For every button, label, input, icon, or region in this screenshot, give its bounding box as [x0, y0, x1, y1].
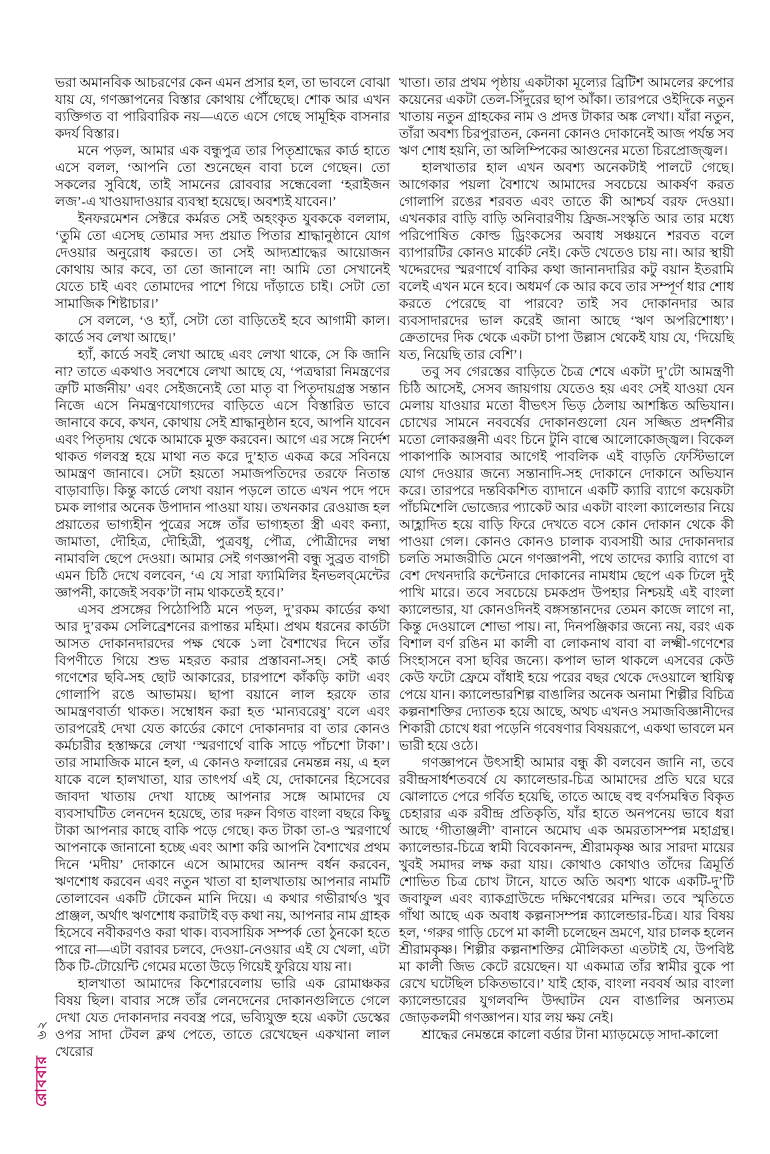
paragraph: এসব প্রসঙ্গের পিঠোপিঠি মনে পড়ল, দু’রকম কার্ডের কথা আর দু’রকম সেলিব্রেশনের রূপান্তর মহিমা। প্রথম ধরনের কার্ডটা আসত দোকানদারদের পক্ষ থেকে ১লা বৈশাখের দিনে তাঁর বিপণীতে গিয়ে শুভ মহরত করার প্রস্তাবনা-সহ। সেই কার্ড গণেশের ছবি-সহ ছোট আকারের, চারপাশে কাঁকড়ি কাটা এবং গোলাপি রঙে আভাময়। ছাপা বয়ানে লাল হরফে তার আমন্ত্রণবার্তা থাকত। সম্বোধন করা হত ‘মান্যবরেষু’ বলে এবং তারপরেই দেখা যেত কার্ডের কোণে দোকানদার বা তার কোনও কর্মচারীর হস্তাক্ষরে লেখা ‘স্মরণার্থে বাকি সাড়ে পাঁচশো টাকা’। তার সামাজিক মানে হল, এ কোনও ফলারের নেমন্তন্ন নয়, এ হল যাকে বলে হালখাতা, যার তাৎপর্য এই যে, দোকানের হিসেবের জাবদা খাতায় দেখা যাচ্ছে আপনার সঙ্গে আমাদের যে ব্যবসাঘটিত লেনদেন হয়েছে, তার দরুন বিগত বাংলা বছরে কিছু টাকা আপনার কাছে বাকি পড়ে গেছে। কত টাকা তা-ও স্মরণার্থে আপনাকে জানানো হচ্ছে এবং আশা করি আপনি বৈশাখের প্রথম দিনে ‘মদীয়’ দোকানে এসে আমাদের আনন্দ বর্ধন করবেন, ঋণশোধ করবেন এবং নতুন খাতা বা হালখাতায় আপনার নামটি তোলাবেন একটি টোকেন মানি দিয়ে। এ কথার গভীরার্থও খুব প্রাঞ্জল, অর্থাৎ ঋণশোধ করাটাই বড় কথা নয়, আপনার নাম গ্রাহক হিসেবে নবীকরণও করা থাক। ব্যবসায়িক সম্পর্ক তো ঠুনকো হতে পারে না—এটা বরাবর চলবে, দেওয়া-নেওয়ার এই যে খেলা, এটা ঠিক টি-টোয়েন্টি গেমের মতো উড়ে গিয়েই ফুরিয়ে যায় না। — [55, 602, 390, 974]
paragraph: ইনফরমেশন সেক্টরে কর্মরত সেই অহংকৃত যুবককে বললাম, ‘তুমি তো এসেছ তোমার সদ্য প্রয়াত পিতার শ্রাদ্ধানুষ্ঠানে যোগ দেওয়ার অনুরোধ করতে। তা সেই আদ্যশ্রাদ্ধের আয়োজন কোথায় আর কবে, তা তো জানালে না! আমি তো সেখানেই যেতে চাই এবং তোমাদের পাশে গিয়ে দাঁড়াতে চাই। সেটা তো সামাজিক শিষ্টাচার।’ — [55, 211, 390, 311]
text-column-left — [55, 74, 390, 1060]
paragraph: ভরা অমানবিক আচরণের কেন এমন প্রসার হল, তা ভাবলে বোঝা যায় যে, গণজ্ঞাপনের বিস্তার কোথায় পৌঁছেছে। শোক আর এখন ব্যক্তিগত বা পারিবারিক নয়—এতে এসে গেছে সামূহিক বাসনার কদর্য বিস্তার। — [55, 75, 390, 141]
paragraph: হালখাতা আমাদের কিশোরবেলায় ভারি এক রোমাঞ্চকর বিষয় ছিল। বাবার সঙ্গে তাঁর লেনদেনের দোকানগুলিতে গেলে দেখা যেত দোকানদার নববস্ত্র পরে, ভব্যিযুক্ত হয়ে একটা ডেস্কের ওপর সাদা টেবল ক্লথ পেতে, তাতে রেখেছেন একখানা লাল খেরোর — [55, 976, 390, 1059]
paragraph: খাতা। তার প্রথম পৃষ্ঠায় একটাকা মূল্যের ব্রিটিশ আমলের রুপোর কয়েনের একটা তেল-সিঁদুরের ছাপ আঁকা। তারপরে ওইদিকে নতুন খাতায় নতুন গ্রাহকের নাম ও প্রদত্ত টাকার অঙ্ক লেখা। যাঁরা নতুন, তাঁরা অবশ্য চিরপুরাতন, কেননা কোনও দোকানেই আজ পর্যন্ত সব ঋণ শোধ হয়নি, তা অলিম্পিকের আগুনের মতো চিরপ্রোজ্জ্বল। — [399, 75, 734, 158]
page-margin-sidebar — [30, 1020, 55, 1107]
paragraph: শ্রাদ্ধের নেমন্তন্নে কালো বর্ডার টানা ম্যাড়মেড়ে সাদা-কালো — [421, 1027, 719, 1042]
paragraph: হালখাতার হাল এখন অবশ্য অনেকটাই পালটে গেছে। আগেকার পয়লা বৈশাখে আমাদের সবচেয়ে আকর্ষণ করত গোলাপি রঙের শরবত এবং তাতে কী আশ্চর্য বরফ দেওয়া। এখনকার বাড়ি বাড়ি অনিবারণীয় ফ্রিজ-সংস্কৃতি আর তার মধ্যে পরিপোষিত কোল্ড ড্রিংকসের অবাধ সঞ্চয়নে শরবত বলে ব্যাপারটির কোনও মার্কেট নেই। কেউ খেতেও চায় না। আর স্থায়ী খদ্দেরদের স্মরণার্থে বাকির কথা জানানদারির কটু বয়ান ইতরামি বলেই এখন মনে হবে। অধমর্ণ কে আর কবে তার সম্পূর্ণ ধার শোধ করতে পেরেছে বা পারবে? তাই সব দোকানদার আর ব্যবসাদারদের ভাল করেই জানা আছে ‘ঋণ অপরিশোধ্য’। ক্রেতাদের দিক থেকে একটা চাপা উল্লাস থেকেই যায় যে, ‘দিয়েছি যত, নিয়েছি তার বেশি’। — [399, 160, 734, 362]
paragraph: গণজ্ঞাপনে উৎসাহী আমার বন্ধু কী বলবেন জানি না, তবে রবীন্দ্রসার্ধশতবর্ষে যে ক্যালেন্ডার-চিত্র আমাদের প্রতি ঘরে ঘরে ঝোলাতে পেরে গর্বিত হয়েছি, তাতে আছে বহু বর্ণসমন্বিত বিকৃত চেহারার এক রবীন্দ্র প্রতিকৃতি, যাঁর হাতে অনপনেয় ভাবে ধরা আছে ‘গীতাঞ্জলী’ বানানে অমোঘ এক অমরতাসম্পন্ন মহাগ্রন্থ। ক্যালেন্ডার-চিত্রে স্বামী বিবেকানন্দ, শ্রীরামকৃষ্ণ আর সারদা মায়ের খুবই সমাদর লক্ষ করা যায়। কোথাও কোথাও তাঁদের ত্রিমূর্তি শোভিত চিত্র চোখ টানে, যাতে অতি অবশ্য থাকে একটি-দু’টি জবাফুল এবং ব্যাকগ্রাউন্ডে দক্ষিণেশ্বরের মন্দির। তবে স্মৃতিতে গাঁথা আছে এক অবাধ কল্পনাসম্পন্ন ক্যালেন্ডার-চিত্র। যার বিষয় হল, ‘গরুর গাড়ি চেপে মা কালী চলেছেন ভ্রমণে, যার চালক হলেন শ্রীরামকৃষ্ণ। শিল্পীর কল্পনাশক্তির মৌলিকতা এতটাই যে, উপবিষ্ট মা কালী জিভ কেটে রয়েছেন। যা একমাত্র তাঁর স্বামীর বুকে পা রেখে ঘটেছিল চকিতভাবে।’ যাই হোক, বাংলা নববর্ষ আর বাংলা ক্যালেন্ডারের যুগলবন্দি উদ্ঘাটন যেন বাঙালির অন্যতম জোড়কলমী গণজ্ঞাপন। যার লয় ক্ষয় নেই। — [399, 755, 734, 1025]
page-number: ৬২ — [34, 1020, 49, 1040]
paragraph: সে বললে, ‘ও হ্যাঁ, সেটা তো বাড়িতেই হবে আগামী কাল। কার্ডে সব লেখা আছে।’ — [55, 313, 390, 345]
paragraph: হ্যাঁ, কার্ডে সবই লেখা আছে এবং লেখা থাকে, সে কি জানি না? তাতে একথাও সবশেষে লেখা আছে যে, ‘পত্রদ্বারা নিমন্ত্রণের ত্রুটি মার্জনীয়’ এবং সেইজন্যেই তো মাতৃ বা পিতৃদায়গ্রস্ত সন্তান নিজে এসে নিমন্ত্রণযোগ্যদের বাড়িতে এসে বিস্তারিত ভাবে জানাবে কবে, কখন, কোথায় সেই শ্রাদ্ধানুষ্ঠান হবে, আপনি যাবেন এবং পিতৃদায় থেকে আমাকে মুক্ত করবেন। আগে এর সঙ্গে নির্দেশ থাকত গলবস্ত্র হয়ে মাথা নত করে দু’হাত একত্র করে সবিনয়ে আমন্ত্রণ জানাবে। সেটা হয়তো সমাজপতিদের তরফে নিতান্ত বাড়াবাড়ি। কিন্তু কার্ডে লেখা বয়ান পড়লে তাতে এখন পদে পদে চমক লাগার অনেক উপাদান পাওয়া যায়। তখনকার রেওয়াজ হল প্রয়াতের ভাগ্যহীন পুত্রের সঙ্গে তাঁর ভাগ্যহতা স্ত্রী এবং কন্যা, জামাতা, দৌহিত্র, দৌহিত্রী, পুত্রবধূ, পৌত্র, পৌত্রীদের লম্বা নামাবলি ছেপে দেওয়া। আমার সেই গণজ্ঞাপনী বন্ধু সুব্রত বাগচী এমন চিঠি দেখে বলবেন, ‘এ যে সারা ফ্যামিলির ইনভলব্‌মেন্টের জ্ঞাপনী, কাজেই সবক’টা নাম থাকতেই হবে।’ — [55, 347, 390, 600]
text-column-right — [399, 74, 734, 1060]
day-of-week-label: রোববার — [33, 1055, 50, 1107]
paragraph: তবু সব গেরস্তের বাড়িতে চৈত্র শেষে একটা দু’টো আমন্ত্রণী চিঠি আসেই, সেসব জায়গায় যেতেও হয় এবং সেই যাওয়া যেন মেলায় যাওয়ার মতো বীভৎস ভিড় ঠেলায় আশঙ্কিত অভিযান। চোখের সামনে নববর্ষের দোকানগুলো যেন সজ্জিত প্রদর্শনীর মতো লোকরঞ্জনী এবং চিনে টুনি বাল্বে আলোকোজ্জ্বল। বিকেল পাকাপাকি আসবার আগেই পাবলিক এই বাড়তি ফেস্টিভালে যোগ দেওয়ার জন্যে সন্তানাদি-সহ দোকানে দোকানে অভিযান করে। তারপরে দন্তবিকশিত ব্যাদানে একটি ক্যারি ব্যাগে কয়েকটা পাঁচমিশেলি ভোজ্যের প্যাকেট আর একটা বাংলা ক্যালেন্ডার নিয়ে আহ্লাদিত হয়ে বাড়ি ফিরে দেখতে বসে কোন দোকান থেকে কী পাওয়া গেল। কোনও কোনও চালাক ব্যবসায়ী আর দোকানদার চলতি সমাজরীতি মেনে গণজ্ঞাপনী, পথে তাদের ক্যারি ব্যাগে বা বেশ দেখনদারি কন্টেনারে দোকানের নামধাম ছেপে এক ঢিলে দুই পাখি মারে। তবে সবচেয়ে চমকপ্রদ উপহার নিশ্চয়ই এই বাংলা ক্যালেন্ডার, যা কোনওদিনই বঙ্গসন্তানদের তেমন কাজে লাগে না, কিন্তু দেওয়ালে শোভা পায়। না, দিনপঞ্জিকার জন্যে নয়, বরং এক বিশাল বর্ণ রঙিন মা কালী বা লোকনাথ বাবা বা লক্ষ্মী-গণেশের সিংহাসনে বসা ছবির জন্যে। কপাল ভাল থাকলে এসবের কেউ কেউ ফটো ফ্রেমে বাঁধাই হয়ে পরের বছর থেকে দেওয়ালে স্থায়িত্ব পেয়ে যান। ক্যালেন্ডারশিল্প বাঙালির অনেক অনামা শিল্পীর বিচিত্র কল্পনাশক্তির দ্যোতক হয়ে আছে, অথচ এখনও সমাজবিজ্ঞানীদের শিকারী চোখে ধরা পড়েনি গবেষণার বিষয়রূপে, একথা ভাবলে মন ভারী হয়ে ওঠে। — [399, 364, 734, 753]
paragraph: মনে পড়ল, আমার এক বন্ধুপুত্র তার পিতৃশ্রাদ্ধের কার্ড হাতে এসে বলল, ‘আপনি তো শুনেছেন বাবা চলে গেছেন। তো সকলের সুবিধে, তাই সামনের রোববার সন্ধেবেলা ‘হরাইজন লজ’-এ খাওয়াদাওয়ার ব্যবস্থা হয়েছে। অবশ্যই যাবেন।’ — [55, 143, 390, 209]
article-body — [55, 74, 735, 1060]
